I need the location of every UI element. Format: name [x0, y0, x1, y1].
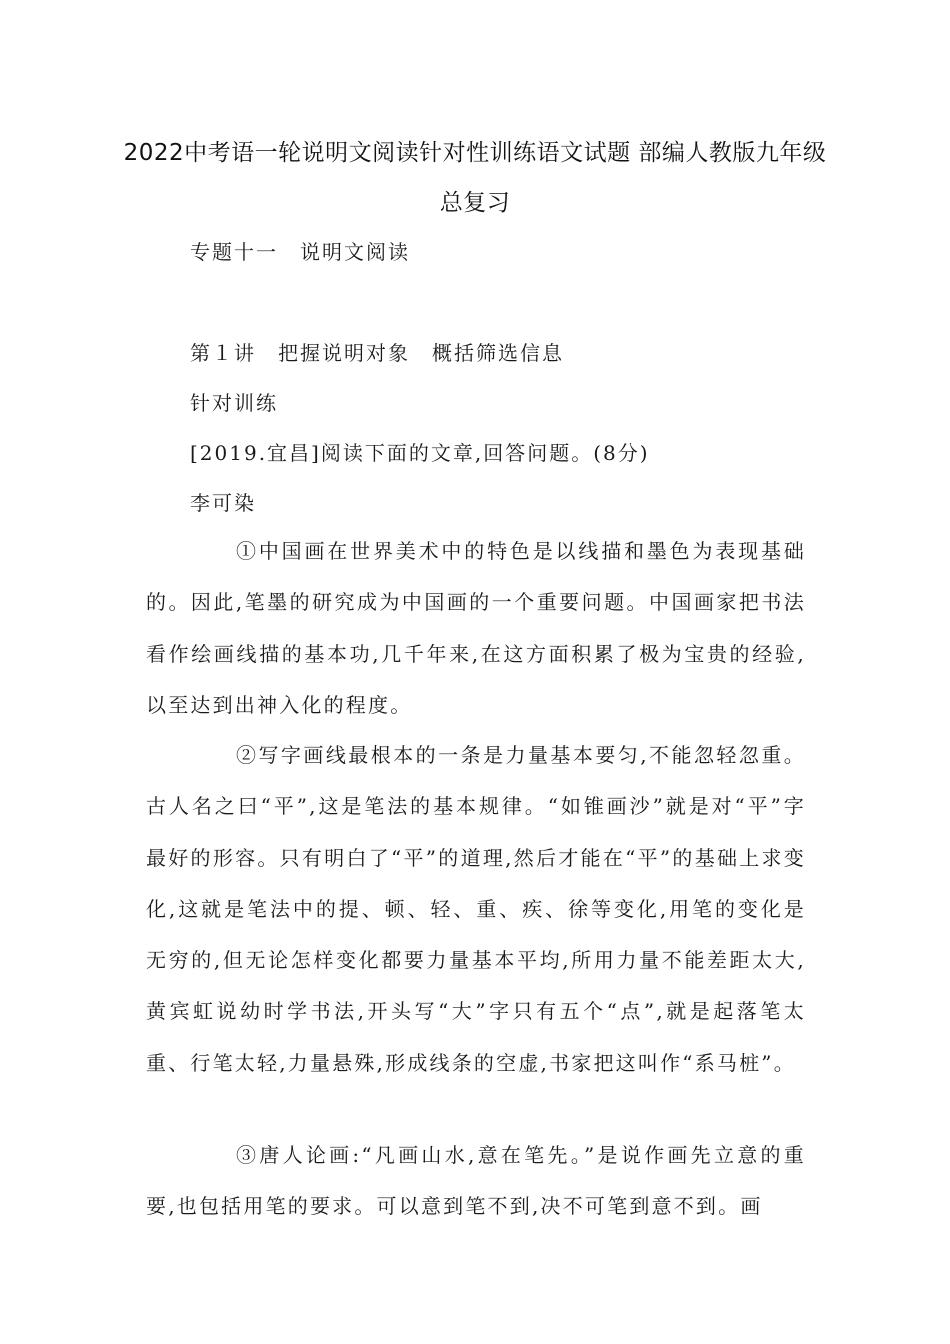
document-title: 2022中考语一轮说明文阅读针对性训练语文试题 部编人教版九年级总复习	[123, 140, 827, 216]
training-label: 针对训练	[190, 391, 278, 415]
lesson-heading: 第１讲 把握说明对象 概括筛选信息	[190, 341, 564, 365]
paragraph-2: ②写字画线最根本的一条是力量基本要匀,不能忽轻忽重。古人名之曰“平”,这是笔法的基本规律。“如锥画沙”就是对“平”字最好的形容。只有明白了“平”的道理,然后才能在“平”的基础上求变化,这就是笔法中的提、顿、轻、重、疾、徐等变化,用笔的变化是无穷的,但无论怎样变化都要力量基本平均,所用力量不能差距太大,黄宾虹说幼时学书法,开头写“大”字只有五个“点”,就是起落笔太重、行笔太轻,力量悬殊,形成线条的空虚,书家把这叫作“系马桩”。	[146, 743, 806, 1075]
author-name: 李可染	[190, 491, 256, 515]
topic-heading: 专题十一 说明文阅读	[190, 240, 410, 264]
paragraph-3: ③唐人论画:“凡画山水,意在笔先。”是说作画先立意的重要,也包括用笔的要求。可以意到笔不到,决不可笔到意不到。画	[146, 1143, 806, 1219]
paragraph-1: ①中国画在世界美术中的特色是以线描和墨色为表现基础的。因此,笔墨的研究成为中国画的一个重要问题。中国画家把书法看作绘画线描的基本功,几千年来,在这方面积累了极为宝贵的经验,以至达到出神入化的程度。	[146, 539, 806, 717]
source-line: [2019.宜昌]阅读下面的文章,回答问题。(8分)	[190, 441, 650, 465]
